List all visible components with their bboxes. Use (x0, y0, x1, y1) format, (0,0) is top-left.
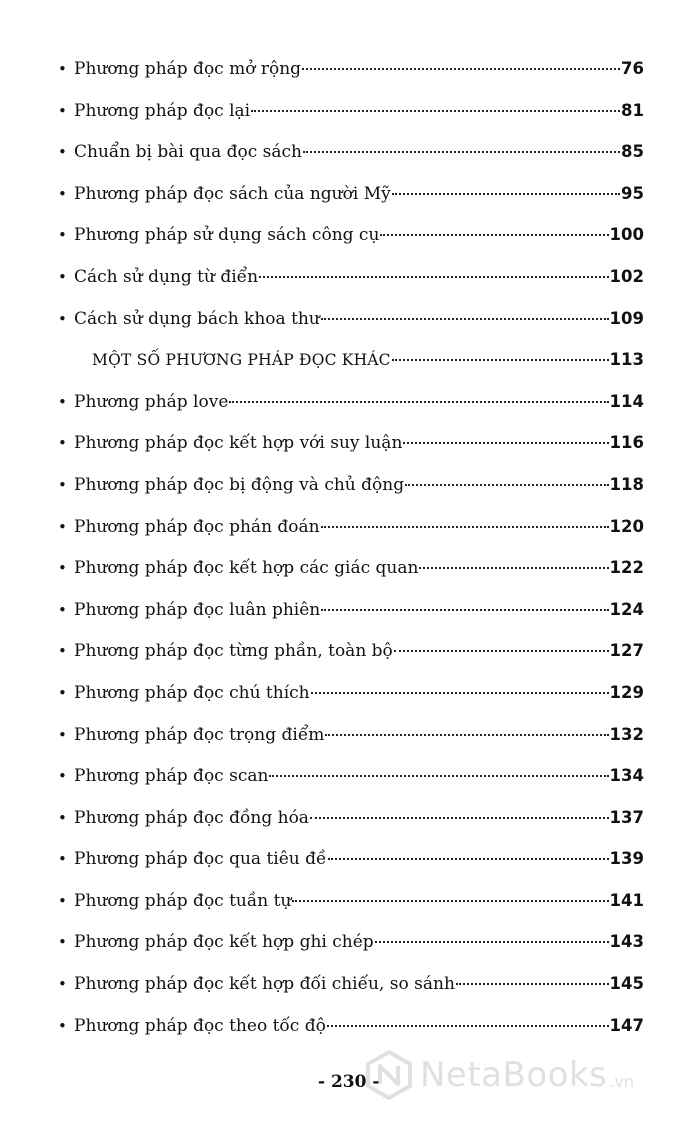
toc-entry-title: Phương pháp đọc bị động và chủ động (74, 474, 405, 495)
toc-entry-title: Cách sử dụng từ điển (74, 266, 259, 287)
dot-leader (303, 151, 620, 153)
toc-entry-page: 141 (609, 890, 644, 910)
toc-entry-page: 118 (609, 474, 644, 494)
bullet-icon: • (58, 143, 67, 162)
toc-entry (58, 547, 644, 589)
bullet-icon: • (58, 725, 67, 744)
toc-entry (58, 464, 644, 506)
dot-leader (403, 442, 608, 444)
bullet-icon: • (58, 683, 67, 702)
toc-entry-title: Phương pháp đọc theo tốc độ (74, 1015, 326, 1036)
toc-entry (58, 630, 644, 672)
dot-leader (328, 858, 609, 860)
toc-entry-title: Phương pháp đọc từng phần, toàn bộ (74, 641, 393, 662)
toc-entry (58, 838, 644, 880)
bullet-icon: • (58, 600, 67, 619)
toc-entry (58, 422, 644, 464)
dot-leader (375, 941, 609, 943)
toc-entry-page: 143 (609, 932, 644, 952)
page-number: - 230 - (318, 1072, 380, 1092)
bullet-icon: • (58, 434, 67, 453)
dot-leader (327, 1025, 609, 1027)
dot-leader (321, 609, 608, 611)
toc-entry-page: 122 (609, 558, 644, 578)
toc-entry-page: 134 (609, 766, 644, 786)
toc-entry-page: 76 (621, 59, 644, 78)
toc-entry-title: Phương pháp đọc đồng hóa (74, 807, 309, 828)
bullet-icon: • (58, 808, 67, 827)
toc-entry (58, 714, 644, 756)
toc-entry (58, 90, 644, 132)
toc-entry-title: Phương pháp đọc kết hợp ghi chép (74, 932, 374, 953)
dot-leader (392, 359, 609, 361)
toc-entry-title: Phương pháp đọc mở rộng (74, 59, 302, 79)
toc-entry-title: Phương pháp đọc scan (74, 766, 269, 787)
toc-entry-page: 113 (609, 350, 644, 370)
dot-leader (292, 900, 608, 902)
bullet-icon: • (58, 975, 67, 994)
dot-leader (302, 68, 620, 70)
toc-entry-page: 95 (621, 183, 644, 203)
bullet-icon: • (58, 517, 67, 536)
bullet-icon: • (58, 933, 67, 952)
toc-entry (58, 256, 644, 298)
toc-entry-title: Phương pháp đọc qua tiêu đề (74, 849, 327, 870)
dot-leader (259, 276, 608, 278)
toc-section-heading (58, 339, 644, 381)
dot-leader (321, 318, 609, 320)
bullet-icon: • (58, 891, 67, 910)
toc-entry (58, 214, 644, 256)
toc-entry (58, 381, 644, 423)
toc-entry-page: 81 (621, 100, 644, 120)
toc-entry-page: 147 (609, 1015, 644, 1035)
bullet-icon: • (58, 559, 67, 578)
toc-entry-title: MỘT SỐ PHƯƠNG PHÁP ĐỌC KHÁC (92, 351, 391, 370)
dot-leader (325, 734, 608, 736)
toc-entry-title: Phương pháp đọc kết hợp các giác quan (74, 558, 419, 579)
toc-entry-page: 100 (609, 225, 644, 245)
toc-entry (58, 672, 644, 714)
toc-entry (58, 589, 644, 631)
toc-entry (58, 963, 644, 1005)
dot-leader (229, 401, 608, 403)
toc-entry-title: Phương pháp love (74, 391, 229, 412)
toc-entry-page: 114 (609, 391, 644, 411)
watermark-suffix: .vn (609, 1071, 635, 1091)
toc-entry-page: 116 (609, 433, 644, 453)
toc-entry-page: 120 (609, 516, 644, 536)
toc-entry-title: Phương pháp đọc kết hợp với suy luận (74, 433, 403, 454)
toc-entry-title: Phương pháp đọc phán đoán (74, 516, 320, 537)
bullet-icon: • (58, 767, 67, 786)
toc-entry-title: Phương pháp đọc luân phiên (74, 599, 321, 620)
dot-leader (392, 193, 620, 195)
toc-entry (58, 48, 644, 90)
netabooks-logo-icon (364, 1050, 414, 1100)
bullet-icon: • (58, 309, 67, 328)
bullet-icon: • (58, 226, 67, 245)
dot-leader (380, 234, 608, 236)
toc-entry-page: 137 (609, 807, 644, 827)
toc-entry-page: 85 (621, 142, 644, 162)
dot-leader (405, 484, 608, 486)
toc-entry (58, 1005, 644, 1047)
dot-leader (310, 817, 609, 819)
toc-entry (58, 506, 644, 548)
toc-entry-page: 139 (609, 849, 644, 869)
toc-entry-title: Phương pháp đọc kết hợp đối chiếu, so sánh (74, 974, 455, 995)
dot-leader (394, 650, 609, 652)
toc-entry-page: 145 (609, 974, 644, 994)
bullet-icon: • (58, 267, 67, 286)
dot-leader (311, 692, 609, 694)
bullet-icon: • (58, 184, 67, 203)
toc-entry (58, 131, 644, 173)
toc-entry-page: 109 (609, 308, 644, 328)
toc-entry-page: 132 (609, 724, 644, 744)
watermark-brand: NetaBooks (420, 1055, 608, 1095)
bullet-icon: • (58, 1016, 67, 1035)
bullet-icon: • (58, 101, 67, 120)
bullet-icon: • (58, 642, 67, 661)
toc-entry-title: Cách sử dụng bách khoa thư (74, 308, 320, 329)
dot-leader (419, 567, 608, 569)
toc-entry-page: 102 (609, 266, 644, 286)
toc-entry-title: Phương pháp đọc chú thích (74, 682, 310, 703)
toc-entry-title: Phương pháp đọc sách của người Mỹ (74, 183, 391, 204)
dot-leader (251, 110, 620, 112)
toc-entry (58, 755, 644, 797)
toc-entry (58, 921, 644, 963)
watermark (364, 1050, 634, 1100)
dot-leader (456, 983, 609, 985)
toc-entry (58, 880, 644, 922)
bullet-icon: • (58, 475, 67, 494)
bullet-icon: • (58, 60, 67, 78)
toc-entry-page: 129 (609, 682, 644, 702)
toc-entry-title: Chuẩn bị bài qua đọc sách (74, 142, 302, 163)
dot-leader (269, 775, 608, 777)
bullet-icon: • (58, 392, 67, 411)
toc-entry-title: Phương pháp đọc lại (74, 100, 251, 121)
toc-entry (58, 797, 644, 839)
table-of-contents (58, 48, 644, 1046)
toc-entry-title: Phương pháp đọc trọng điểm (74, 724, 325, 745)
toc-entry-title: Phương pháp sử dụng sách công cụ (74, 225, 380, 246)
toc-entry-page: 127 (609, 641, 644, 661)
bullet-icon: • (58, 850, 67, 869)
toc-entry-title: Phương pháp đọc tuần tự (74, 890, 292, 911)
toc-entry (58, 298, 644, 340)
toc-entry-page: 124 (609, 599, 644, 619)
dot-leader (321, 526, 609, 528)
toc-entry (58, 173, 644, 215)
